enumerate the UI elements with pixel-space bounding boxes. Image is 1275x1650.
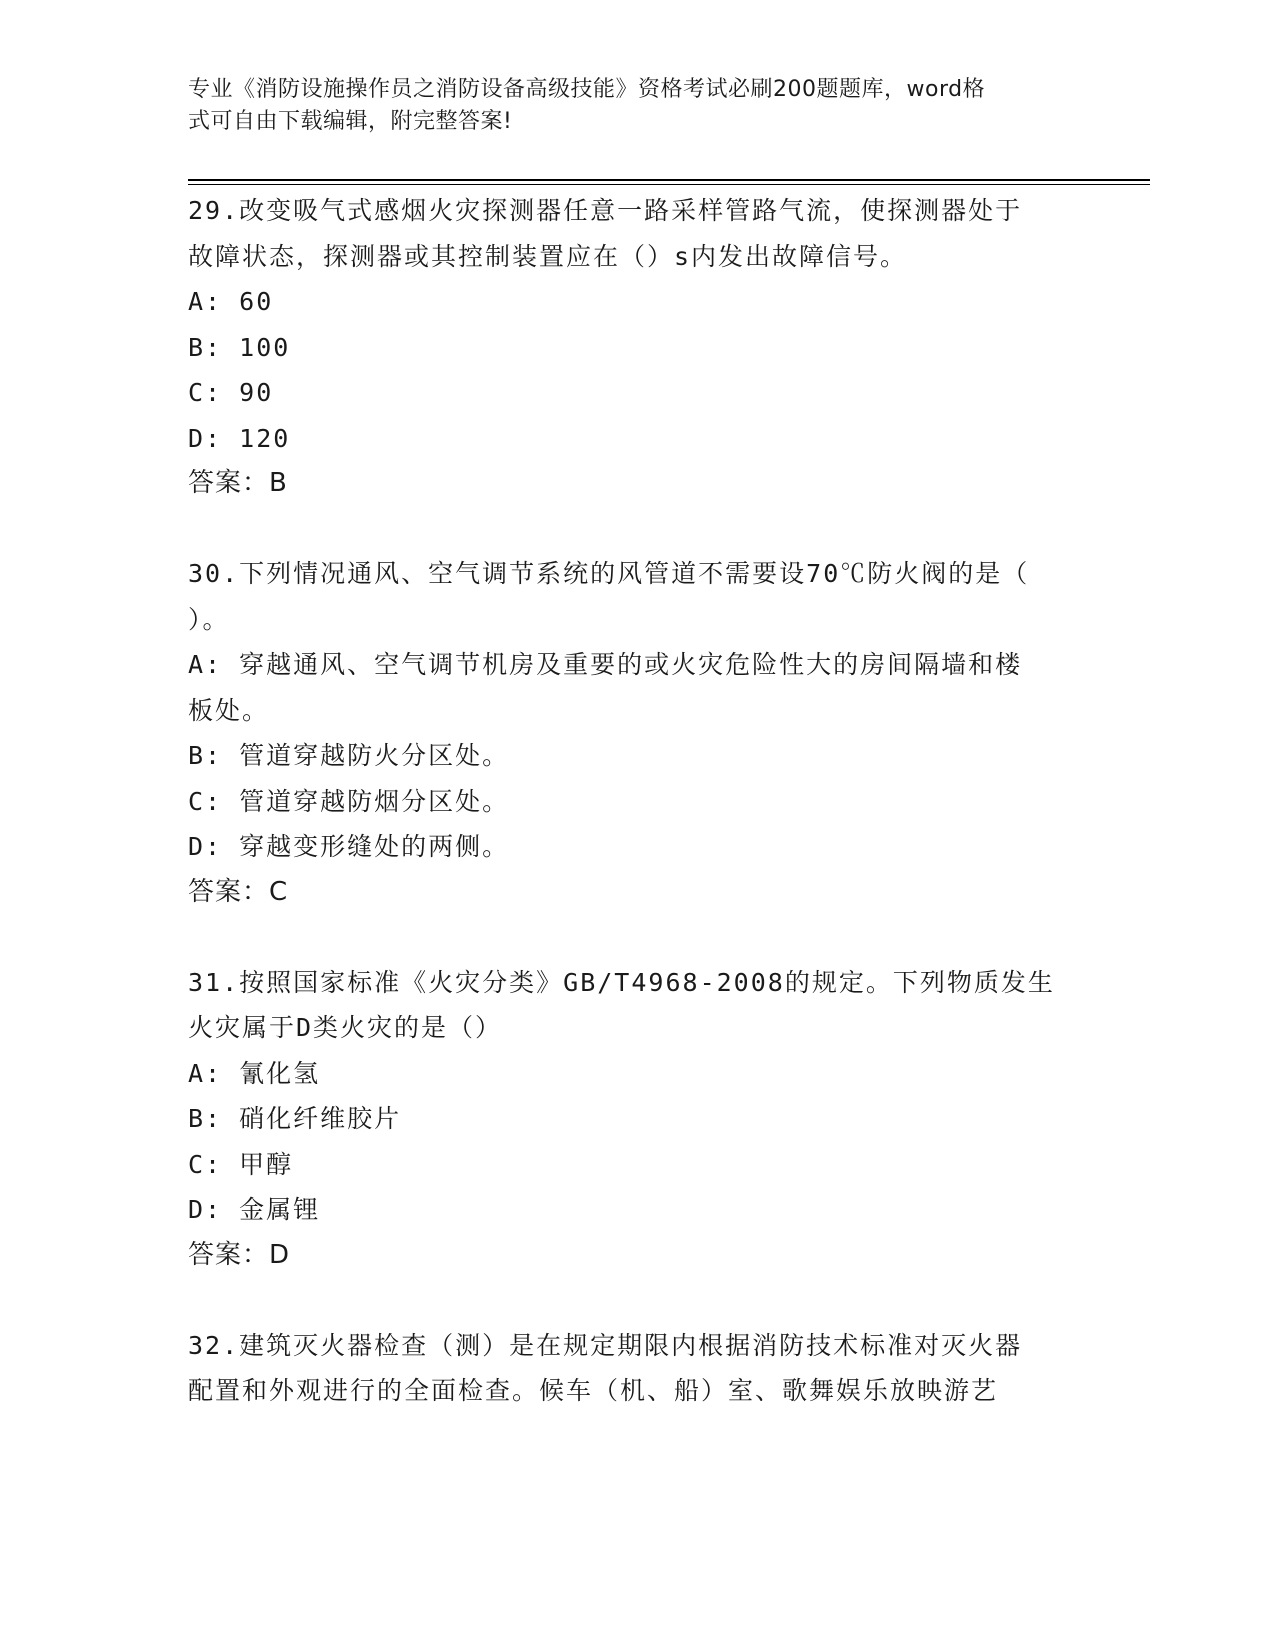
- question-stem: 29.改变吸气式感烟火灾探测器任意一路采样管路气流，使探测器处于: [188, 196, 1023, 225]
- option-a: A: 60: [188, 287, 274, 316]
- question-31: [188, 960, 1088, 1278]
- option-b: B: 100: [188, 332, 291, 362]
- question-32: [188, 1323, 1088, 1414]
- question-stem: 故障状态，探测器或其控制装置应在（）s内发出故障信号。: [188, 241, 908, 271]
- answer-text: 答案：D: [188, 1239, 291, 1270]
- question-list: [188, 188, 1088, 1459]
- option-c: C: 甲醇: [188, 1149, 294, 1179]
- question-stem: 30.下列情况通风、空气调节系统的风管道不需要设70℃防火阀的是（: [188, 559, 1030, 588]
- header-line-2: 式可自由下载编辑，附完整答案!: [188, 109, 513, 134]
- document-header: [188, 74, 1068, 138]
- header-line-1: 专业《消防设施操作员之消防设备高级技能》资格考试必刷200题题库，word格: [188, 77, 986, 102]
- option-c: C: 90: [188, 378, 274, 407]
- option-b: B: 硝化纤维胶片: [188, 1104, 402, 1133]
- option-a: A: 氰化氢: [188, 1058, 321, 1088]
- answer-text: 答案：C: [188, 876, 289, 907]
- option-d: D: 120: [188, 423, 291, 453]
- header-rule-thick: [188, 179, 1150, 181]
- option-b: B: 管道穿越防火分区处。: [188, 741, 510, 770]
- option-d: D: 金属锂: [188, 1195, 321, 1224]
- header-rule-thin: [188, 184, 1150, 185]
- question-stem: 配置和外观进行的全面检查。候车（机、船）室、歌舞娱乐放映游艺: [188, 1376, 999, 1405]
- question-stem: ）。: [188, 604, 230, 634]
- answer-text: 答案：B: [188, 468, 288, 498]
- question-stem: 31.按照国家标准《火灾分类》GB/T4968-2008的规定。下列物质发生: [188, 967, 1055, 997]
- option-a: A: 穿越通风、空气调节机房及重要的或火灾危险性大的房间隔墙和楼: [188, 650, 1023, 679]
- question-stem: 32.建筑灭火器检查（测）是在规定期限内根据消防技术标准对灭火器: [188, 1330, 1023, 1360]
- option-c: C: 管道穿越防烟分区处。: [188, 786, 510, 816]
- question-stem: 火灾属于D类火灾的是（）: [188, 1013, 503, 1042]
- option-a-continued: 板处。: [188, 695, 270, 725]
- question-30: [188, 551, 1088, 915]
- question-29: [188, 188, 1088, 506]
- option-d: D: 穿越变形缝处的两侧。: [188, 832, 510, 861]
